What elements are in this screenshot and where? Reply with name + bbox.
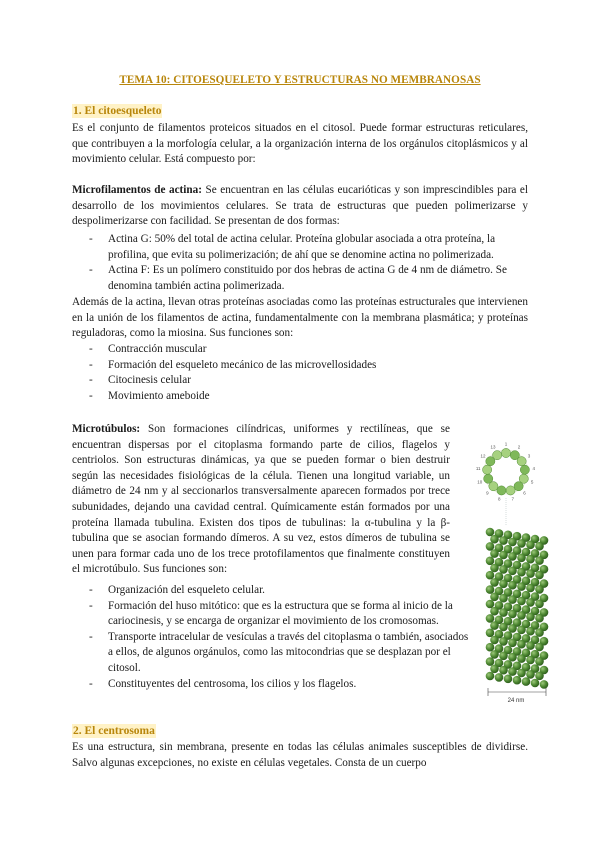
tubulin-bead xyxy=(508,653,517,662)
tubulin-bead xyxy=(486,585,495,594)
microfilament-functions-list xyxy=(72,342,528,404)
tubulin-bead xyxy=(508,567,517,576)
list-item: - Movimiento ameboide xyxy=(72,389,528,405)
tubulin-bead xyxy=(508,538,517,547)
protofilament-bead xyxy=(483,465,492,474)
tubulin-bead xyxy=(535,657,544,666)
protofilament-bead xyxy=(493,451,502,460)
tubulin-bead xyxy=(499,637,508,646)
tubulin-bead xyxy=(508,624,517,633)
tubulin-bead xyxy=(535,643,544,652)
microfilaments-term: Microfilamentos de actina: xyxy=(72,184,202,196)
tubulin-bead xyxy=(535,571,544,580)
protofilament-number: 5 xyxy=(530,479,534,485)
list-item: - Contracción muscular xyxy=(72,342,528,358)
tubulin-bead xyxy=(499,565,508,574)
intro-paragraph: Es el conjunto de filamentos proteicos situados en el citosol. Puede formar estructuras reticulares, que contribuyen a la morfología celular, a la organización interna de los orgánulos citoplásmicos y al movimiento celular. Está compuesto por: xyxy=(72,122,528,166)
tubulin-bead xyxy=(499,594,508,603)
protofilament-bead xyxy=(506,486,515,495)
tubulin-bead xyxy=(486,672,495,681)
protofilament-number: 2 xyxy=(517,444,521,450)
tubulin-bead xyxy=(526,641,535,650)
tubulin-bead xyxy=(531,679,540,688)
tubulin-bead xyxy=(535,585,544,594)
tubulin-bead xyxy=(517,539,526,548)
tubulin-bead xyxy=(490,665,499,674)
tubulin-bead xyxy=(486,600,495,609)
tubulin-bead xyxy=(513,676,522,685)
tubulin-bead xyxy=(495,673,504,682)
tubulin-bead xyxy=(486,528,495,537)
list-item: - Organización del esqueleto celular. xyxy=(72,583,470,599)
tubulin-bead xyxy=(508,595,517,604)
protofilament-number: 12 xyxy=(480,453,486,459)
tubulin-bead xyxy=(517,640,526,649)
protofilament-number: 11 xyxy=(475,466,481,472)
list-item: - Constituyentes del centrosoma, los cilios y los flagelos. xyxy=(72,677,470,693)
tubulin-bead xyxy=(526,555,535,564)
associated-proteins-paragraph: Además de la actina, llevan otras proteínas asociadas como las proteínas estructurales que intervienen en la unión de los filamentos de actina, fundamentalmente con la membrana plasmática; y proteínas reguladoras, como la miosina. Sus funciones son: xyxy=(72,296,528,340)
tubulin-bead xyxy=(535,614,544,623)
tubulin-bead xyxy=(535,672,544,681)
tubulin-bead xyxy=(486,614,495,623)
protofilament-number: 9 xyxy=(486,490,489,496)
tubulin-bead xyxy=(490,607,499,616)
microfilaments-text: Se encuentran en las células eucarióticas y son imprescindibles para el desarrollo de los movimientos celulares. Se trata de estructuras que pueden polimerizarse y despolimerizarse con facilidad. Se presentan de dos formas: xyxy=(72,184,529,228)
protofilament-number: 3 xyxy=(527,453,531,459)
tubulin-bead xyxy=(517,568,526,577)
tubulin-bead xyxy=(490,650,499,659)
tubulin-bead xyxy=(535,600,544,609)
tubulin-bead xyxy=(535,628,544,637)
tubulin-bead xyxy=(517,654,526,663)
protofilament-bead xyxy=(484,474,493,483)
tubulin-bead xyxy=(535,542,544,551)
tubulin-bead xyxy=(526,627,535,636)
tubulin-bead xyxy=(499,536,508,545)
tubulin-bead xyxy=(486,571,495,580)
protofilament-number: 4 xyxy=(532,466,536,472)
protofilament-number: 1 xyxy=(504,441,508,447)
tubulin-bead xyxy=(535,556,544,565)
tubulin-bead xyxy=(526,670,535,679)
list-item: - Actina G: 50% del total de actina celular. Proteína globular asociada a otra proteína, la profilina, que evita su polimerización; de ahí que se denomine actina no polimerizada. xyxy=(72,232,528,263)
tubulin-bead xyxy=(504,675,513,684)
tubulin-bead xyxy=(526,584,535,593)
tubulin-bead xyxy=(490,549,499,558)
tubulin-bead xyxy=(499,608,508,617)
tubulin-bead xyxy=(526,598,535,607)
tubulin-bead xyxy=(490,564,499,573)
tubulin-bead xyxy=(499,666,508,675)
protofilament-number: 10 xyxy=(477,479,483,485)
tubulin-bead xyxy=(508,581,517,590)
list-item: - Transporte intracelular de vesículas a través del citoplasma o también, asociados a ellos, de algunos orgánulos, como las mitocondrias que se desplazan por el citosol. xyxy=(72,630,470,677)
tubulin-bead xyxy=(490,636,499,645)
section-heading-centrosome: 2. El centrosoma xyxy=(73,725,155,737)
tubulin-bead xyxy=(499,623,508,632)
protofilament-bead xyxy=(501,448,510,457)
page-title: TEMA 10: CITOESQUELETO Y ESTRUCTURAS NO MEMBRANOSAS xyxy=(119,74,481,86)
tubulin-bead xyxy=(490,578,499,587)
list-item: - Formación del huso mitótico: que es la estructura que se forma al inicio de la cariocinesis, y se encarga de organizar el movimiento de los cromosomas. xyxy=(72,599,470,630)
tubulin-bead xyxy=(508,610,517,619)
tubulin-bead xyxy=(499,551,508,560)
tubulin-bead xyxy=(517,669,526,678)
microfilaments-paragraph xyxy=(72,183,528,230)
tubulin-bead xyxy=(508,552,517,561)
tubulin-bead xyxy=(508,639,517,648)
protofilament-number: 6 xyxy=(523,490,526,496)
tubulin-bead xyxy=(486,557,495,566)
tubulin-bead xyxy=(490,621,499,630)
protofilament-bead xyxy=(517,457,526,466)
tubulin-bead xyxy=(508,667,517,676)
list-item: - Citocinesis celular xyxy=(72,373,528,389)
tubulin-bead xyxy=(526,541,535,550)
list-item: - Actina F: Es un polímero constituido por dos hebras de actina G de 4 nm de diámetro. Se denomina también actina polimerizada. xyxy=(72,263,528,294)
centrosome-paragraph: Es una estructura, sin membrana, presente en todas las células animales susceptibles de dividirse. Salvo algunas excepciones, no existe en células vegetales. Consta de un cuerpo xyxy=(72,741,528,769)
tubulin-bead xyxy=(486,629,495,638)
protofilament-bead xyxy=(514,482,523,491)
tubulin-bead xyxy=(486,657,495,666)
microtubule-functions-list xyxy=(72,583,470,692)
tubulin-bead xyxy=(499,580,508,589)
tubulin-bead xyxy=(499,652,508,661)
actin-forms-list xyxy=(72,232,528,294)
tubulin-bead xyxy=(517,582,526,591)
tubulin-bead xyxy=(490,593,499,602)
tubulin-bead xyxy=(490,535,499,544)
protofilament-number: 7 xyxy=(511,496,514,502)
diameter-label: 24 nm xyxy=(507,698,525,704)
microtubules-term: Microtúbulos: xyxy=(72,423,141,435)
microtubules-paragraph xyxy=(72,422,450,578)
protofilament-number: 8 xyxy=(498,496,501,502)
protofilament-bead xyxy=(520,465,529,474)
list-item: - Formación del esqueleto mecánico de las microvellosidades xyxy=(72,358,528,374)
tubulin-bead xyxy=(517,626,526,635)
microtubules-text: Son formaciones cilíndricas, uniformes y rectilíneas, que se encuentran dispersas por el citoplasma formando parte de cilios, flagelos y centriolos. Son estructuras dinámicas, ya que se pueden formar o bien destruir según las necesidades fisiológicas de la célula. Tienen una longitud variable, un diámetro de 24 nm y al seccionarlos transversalmente aparecen formados por trece subunidades, dejando una cavidad central. Químicamente están formados por una proteína llamada tubulina. Existen dos tipos de tubulinas: la α-tubulina y la β-tubulina que se asocian formando dímeros. A su vez, estos dímeros de tubulina se unen para formar cada uno de los trece protofilamentos que finalmente constituyen el microtúbulo. Sus funciones son: xyxy=(72,423,450,576)
protofilament-bead xyxy=(497,486,506,495)
tubulin-bead xyxy=(540,680,549,689)
protofilament-number: 13 xyxy=(490,444,496,450)
microtubule-cross-section xyxy=(476,442,536,527)
tubulin-bead xyxy=(486,643,495,652)
section-heading-cytoskeleton: 1. El citoesqueleto xyxy=(73,105,162,117)
diameter-dimension xyxy=(488,688,546,704)
tubulin-bead xyxy=(526,613,535,622)
tubulin-bead xyxy=(517,611,526,620)
tubulin-bead xyxy=(517,597,526,606)
tubulin-bead xyxy=(526,569,535,578)
tubulin-bead xyxy=(517,554,526,563)
microtubule-cylinder xyxy=(486,528,549,689)
tubulin-bead xyxy=(526,656,535,665)
tubulin-bead xyxy=(486,542,495,551)
tubulin-bead xyxy=(522,677,531,686)
microtubule-figure xyxy=(472,436,556,714)
